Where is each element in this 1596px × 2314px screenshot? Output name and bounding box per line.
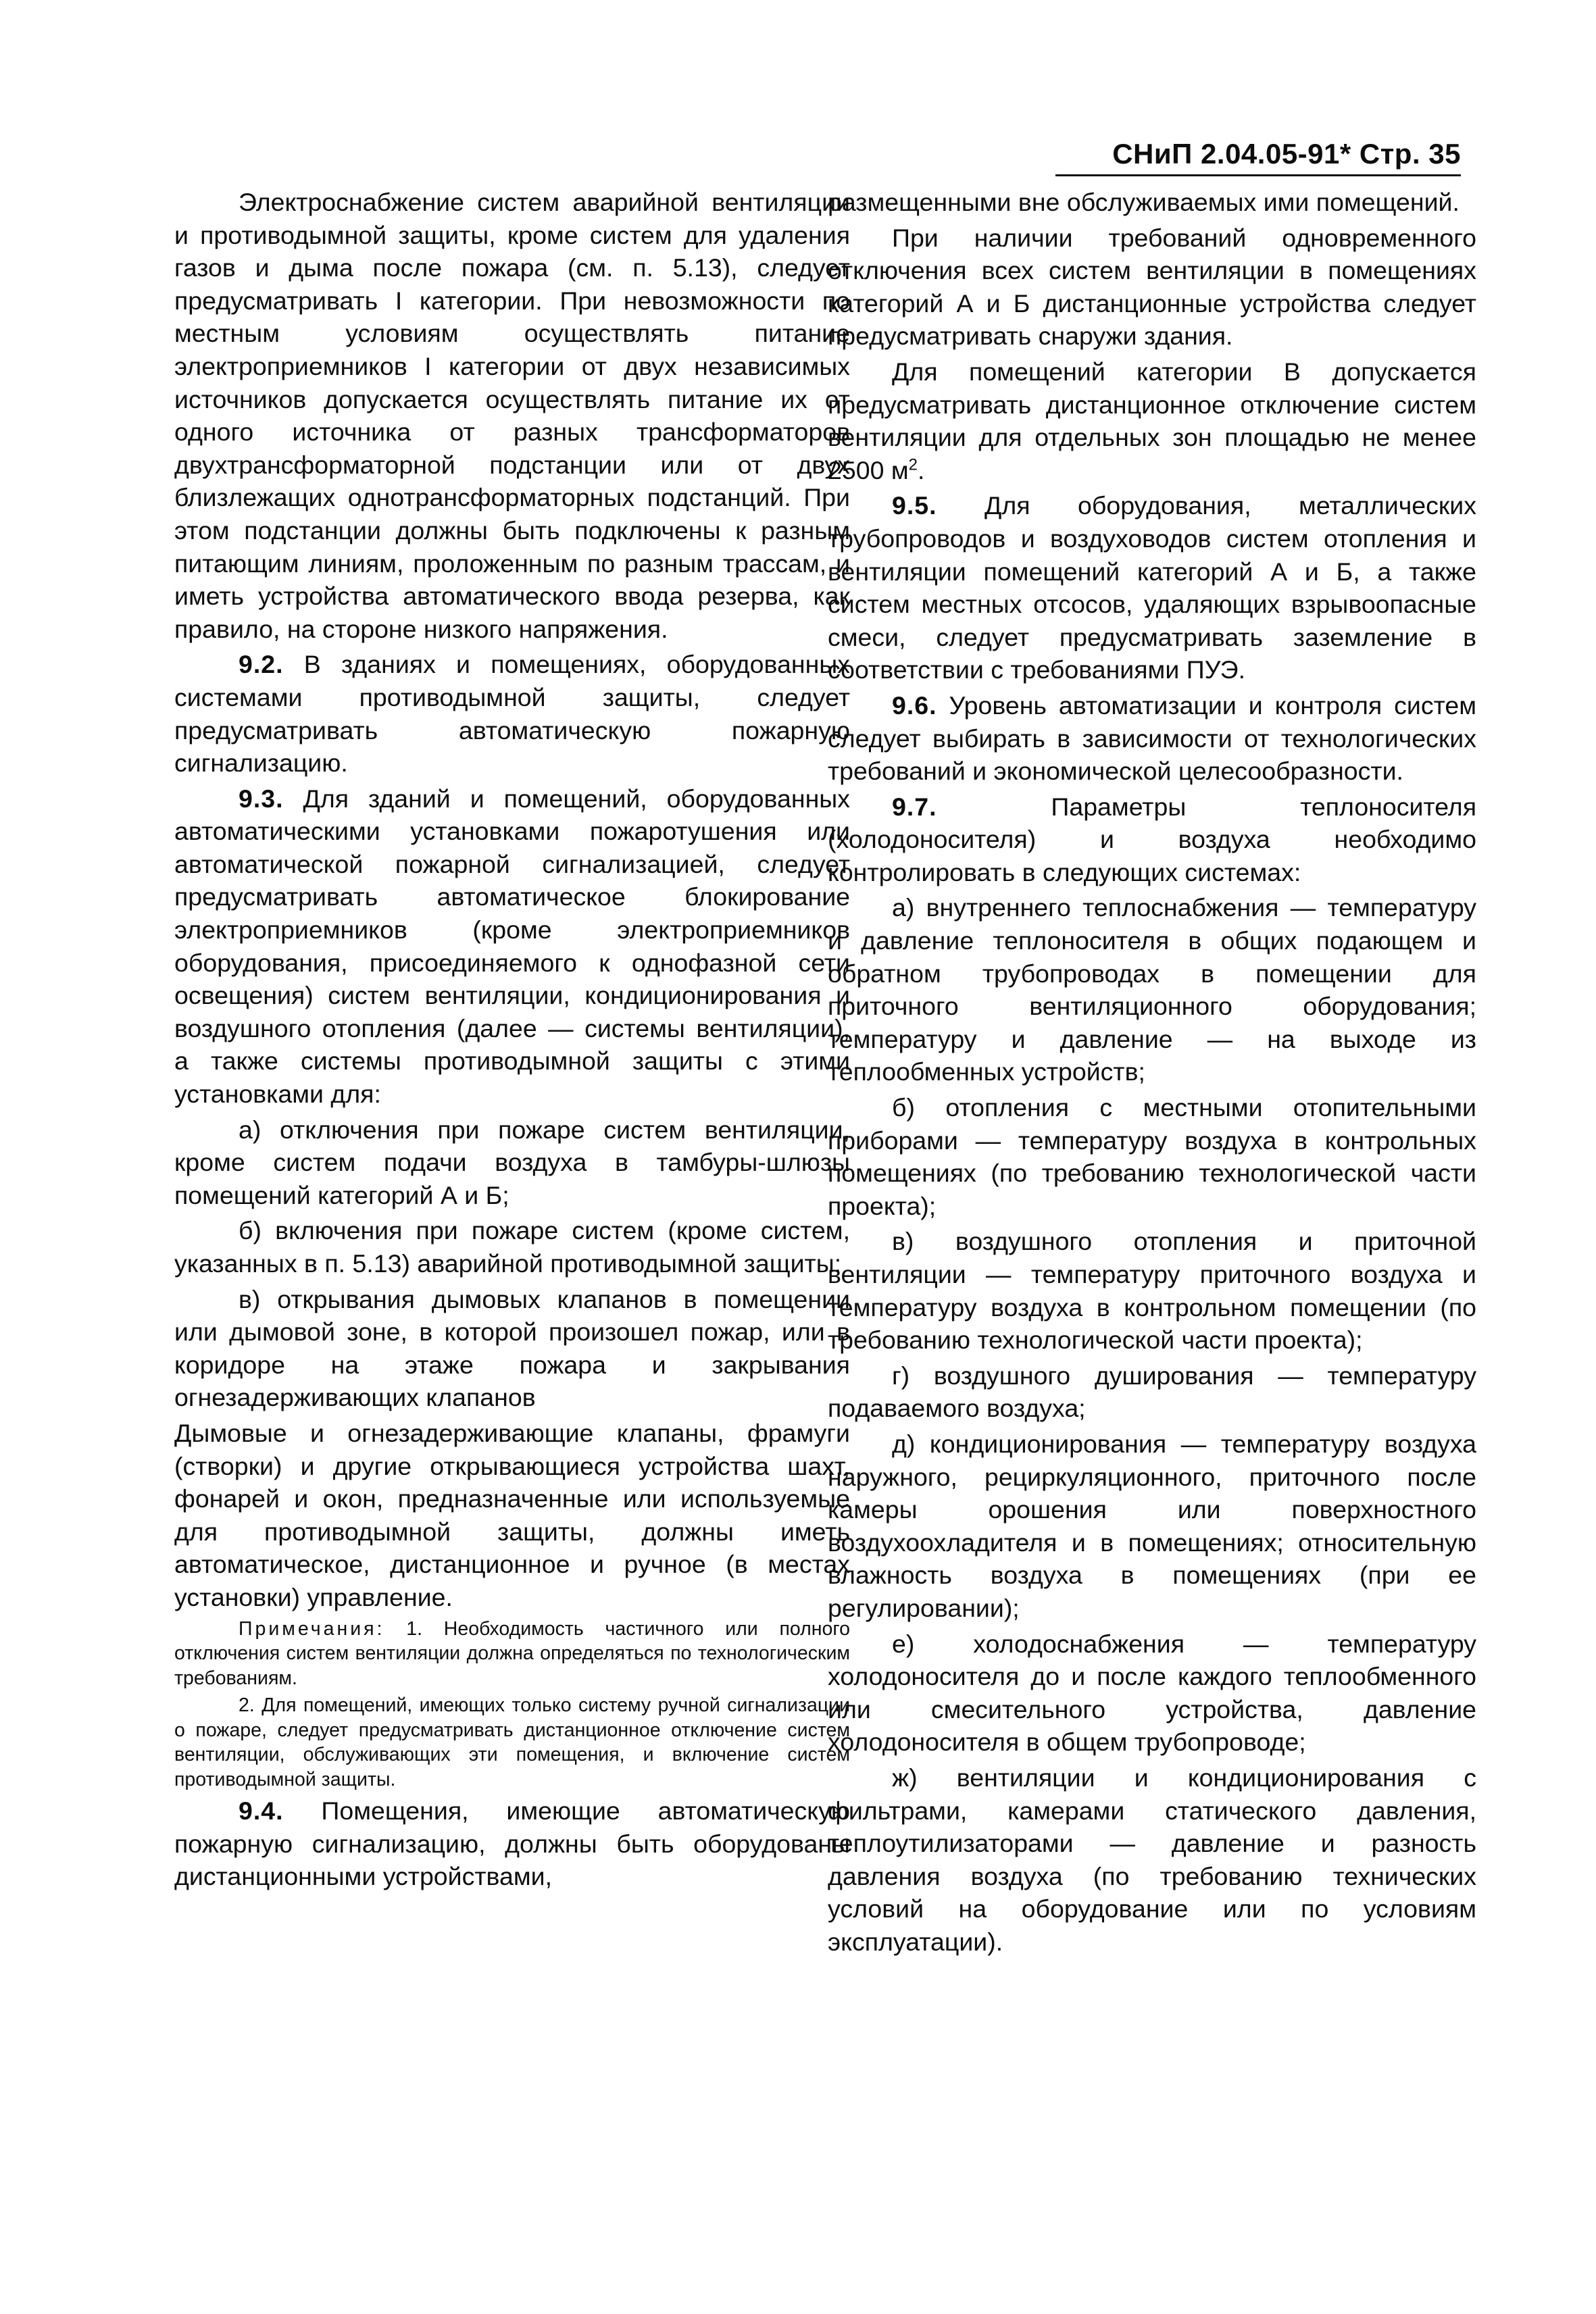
- paragraph-9-6: [828, 689, 1476, 788]
- paragraph-9-7: [828, 790, 1476, 889]
- list-item-v: в) воздушного отопления и приточной вентиляции — температуру приточного воздуха и температуру воздуха в контрольном помещении (по требованию технологической части проекта);: [828, 1227, 1476, 1355]
- paragraph-continuation: размещенными вне обслуживаемых ими помещений.: [828, 188, 1460, 216]
- list-item-zh: ж) вентиляции и кондиционирования с фильтрами, камерами статического давления, теплоутилизаторами — давление и разность давления воздуха (по требованию технических условий на оборудование или по условиям эксплуатации).: [828, 1763, 1476, 1956]
- clause-number: 9.7.: [892, 792, 937, 821]
- note-1: [174, 1617, 850, 1691]
- clause-number: 9.5.: [892, 491, 937, 520]
- paragraph-end: .: [917, 455, 925, 484]
- paragraph-valves: Дымовые и огнезадерживающие клапаны, фрамуги (створки) и другие открывающиеся устройства шахт, фонарей и окон, предназначенные или используемые для противодымной защиты, должны иметь автоматическое, дистанционное и ручное (в местах установки) управление.: [174, 1418, 850, 1611]
- clause-text: Параметры теплоносителя (холодоносителя) и воздуха необходимо контролировать в следующих системах:: [828, 792, 1476, 886]
- list-item-g: г) воздушного душирования — температуру подаваемого воздуха;: [828, 1361, 1476, 1423]
- clause-text: Помещения, имеющие автоматическую пожарную сигнализацию, должны быть оборудованы дистанционными устройствами,: [174, 1796, 850, 1891]
- note-text: 1. Необходимость частичного или полного отключения систем вентиляции должна определяться по технологическим требованиям.: [174, 1617, 850, 1689]
- clause-text: В зданиях и помещениях, оборудованных системами противодымной защиты, следует предусматривать автоматическую пожарную сигнализацию.: [174, 650, 850, 778]
- clause-text: Для зданий и помещений, оборудованных автоматическими установками пожаротушения или автоматической пожарной сигнализацией, следует предусматривать автоматическое блокирование электроприемников (кроме электроприемников оборудования, присоединяемого к однофазной сети освещения) систем вентиляции, кондиционирования и воздушного отопления (далее — системы вентиляции), а также системы противодымной защиты с этими установками для:: [174, 784, 850, 1109]
- note-2: 2. Для помещений, имеющих только систему ручной сигнализации о пожаре, следует предусматривать дистанционное отключение систем вентиляции, обслуживающих эти помещения, и включение систем противодымной защиты.: [174, 1694, 850, 1790]
- list-item-b: б) включения при пожаре систем (кроме систем, указанных в п. 5.13) аварийной противодымной защиты;: [174, 1216, 850, 1278]
- left-column: [174, 186, 850, 1896]
- paragraph-power-supply: Электроснабжение систем аварийной вентиляции и противодымной защиты, кроме систем для удаления газов и дыма после пожара (см. п. 5.13), следует предусматривать I категории. При невозможности по местным условиям осуществлять питание электроприемников I категории от двух независимых источников допускается осуществлять питание их от одного источника от разных трансформаторов двухтрансформаторной подстанции или от двух близлежащих однотрансформаторных подстанций. При этом подстанции должны быть подключены к разным питающим линиям, проложенным по разным трассам, и иметь устройства автоматического ввода резерва, как правило, на стороне низкого напряжения.: [174, 188, 850, 643]
- clause-number: 9.4.: [239, 1796, 284, 1826]
- page-header: [1055, 134, 1461, 176]
- notes-block: [174, 1617, 850, 1792]
- clause-text: Для оборудования, металлических трубопроводов и воздуховодов систем отопления и вентиляции помещений категорий А и Б, а также систем местных отсосов, удаляющих взрывоопасные смеси, следует предусматривать заземление в соответствии с требованиями ПУЭ.: [828, 491, 1476, 684]
- document-code: СНиП 2.04.05-91* Стр. 35: [1112, 138, 1461, 170]
- list-item-e: е) холодоснабжения — температуру холодоносителя до и после каждого теплообменного или смесительного устройства, давление холодоносителя в общем трубопроводе;: [828, 1629, 1476, 1757]
- list-item-v: в) открывания дымовых клапанов в помещении или дымовой зоне, в которой произошел пожар, или в коридоре на этаже пожара и закрывания огнезадерживающих клапанов: [174, 1284, 850, 1412]
- paragraph-category-v: [828, 355, 1476, 486]
- clause-number: 9.2.: [239, 650, 284, 679]
- paragraph-9-2: [174, 648, 850, 779]
- list-item-d: д) кондиционирования — температуру воздуха наружного, рециркуляционного, приточного после камеры орошения или поверхностного воздухоохладителя и в помещениях; относительную влажность воздуха в помещениях (при ее регулировании);: [828, 1429, 1476, 1622]
- list-item-b: б) отопления с местными отопительными приборами — температуру воздуха в контрольных помещениях (по требованию технологической части проекта);: [828, 1093, 1476, 1220]
- right-column: [828, 186, 1476, 1961]
- clause-number: 9.3.: [239, 784, 284, 813]
- superscript: 2: [908, 455, 918, 474]
- paragraph-9-4: [174, 1794, 850, 1893]
- clause-text: Уровень автоматизации и контроля систем следует выбирать в зависимости от технологических требований и экономической целесообразности.: [828, 690, 1476, 786]
- notes-label: Примечания:: [239, 1617, 385, 1640]
- paragraph-9-5: [828, 489, 1476, 686]
- paragraph-text: Для помещений категории В допускается предусматривать дистанционное отключение систем вентиляции для отдельных зон площадью не менее 2500 м: [828, 357, 1476, 484]
- clause-number: 9.6.: [892, 690, 937, 720]
- list-item-a: а) внутреннего теплоснабжения — температуру и давление теплоносителя в общих подающем и обратном трубопроводах в помещении для приточного вентиляционного оборудования; температуру и давление — на выходе из теплообменных устройств;: [828, 893, 1476, 1086]
- paragraph-remote-shutdown: При наличии требований одновременного отключения всех систем вентиляции в помещениях категорий А и Б дистанционные устройства следует предусматривать снаружи здания.: [828, 223, 1476, 351]
- list-item-a: а) отключения при пожаре систем вентиляции, кроме систем подачи воздуха в тамбуры-шлюзы помещений категорий А и Б;: [174, 1115, 850, 1209]
- paragraph-9-3: [174, 782, 850, 1111]
